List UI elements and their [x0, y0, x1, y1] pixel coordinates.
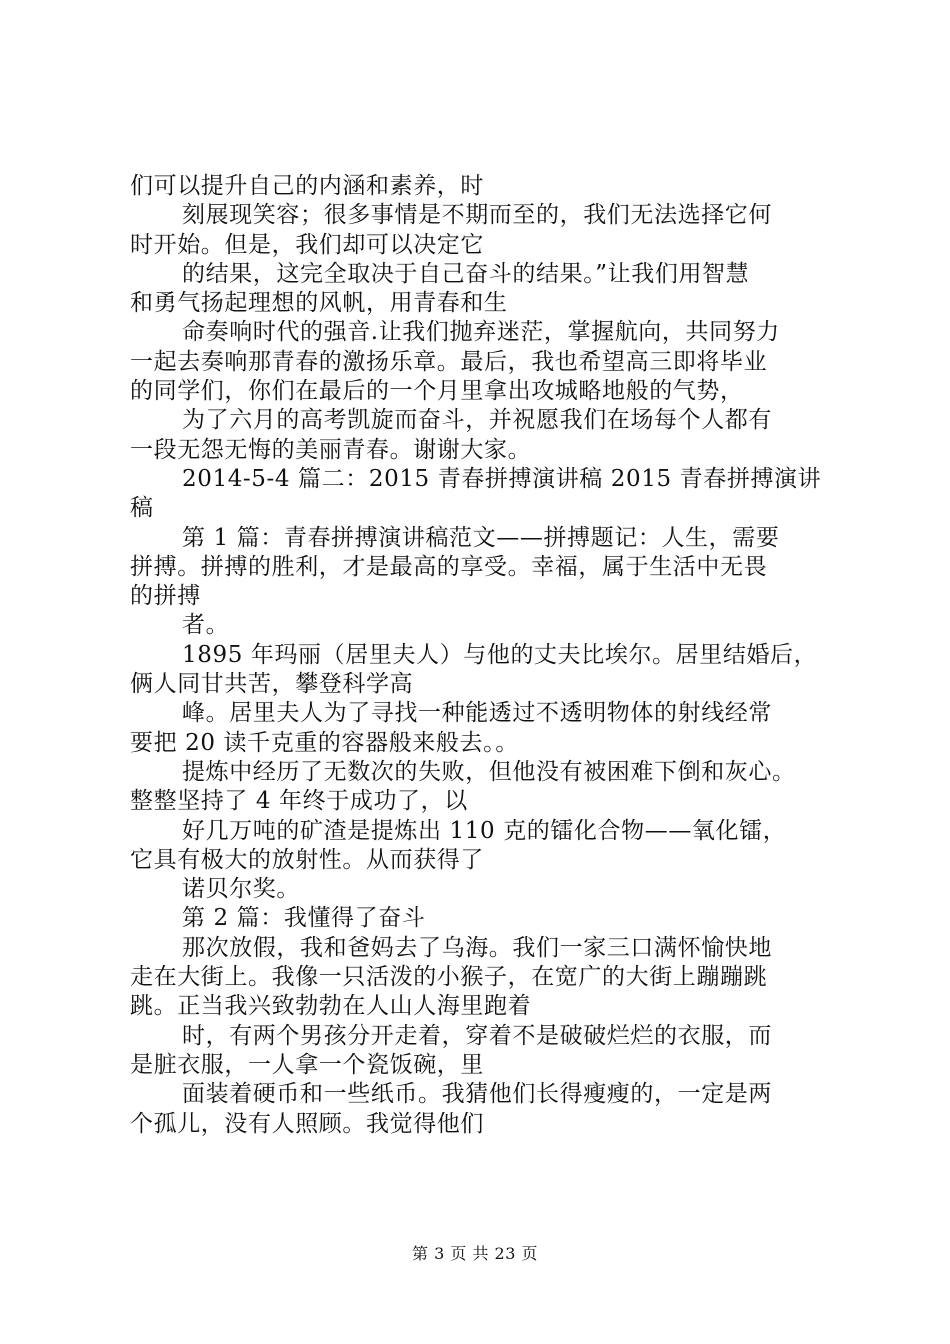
text-line: 整整坚持了 4 年终于成功了，以 — [130, 788, 468, 815]
text-line: 1895 年玛丽（居里夫人）与他的丈夫比埃尔。居里结婚后， — [182, 641, 818, 668]
text-line: 第 1 篇：青春拼搏演讲稿范文——拼搏题记：人生，需要 — [182, 524, 780, 551]
text-line: 面装着硬币和一些纸币。我猜他们长得瘦瘦的，一定是两 — [182, 1081, 772, 1108]
text-line: 俩人同甘共苦，攀登科学高 — [130, 671, 414, 698]
text-line: 们可以提升自己的内涵和素养，时 — [130, 173, 484, 199]
text-line: 诺贝尔奖。 — [182, 876, 300, 903]
text-line: 走在大街上。我像一只活泼的小猴子，在宽广的大街上蹦蹦跳 — [130, 964, 768, 991]
text-line: 跳。正当我兴致勃勃在人山人海里跑着 — [130, 993, 532, 1020]
text-line: 拼搏。拼搏的胜利，才是最高的享受。幸福，属于生活中无畏 — [130, 553, 768, 580]
page-footer: 第 3 页 共 23 页 — [412, 1244, 538, 1263]
text-line: 时，有两个男孩分开走着，穿着不是破破烂烂的衣服，而 — [182, 1022, 772, 1049]
text-line: 它具有极大的放射性。从而获得了 — [130, 846, 484, 873]
text-line: 2014-5-4 篇二：2015 青春拼搏演讲稿 2015 青春拼搏演讲 — [182, 465, 822, 492]
text-line: 第 2 篇：我懂得了奋斗 — [182, 905, 426, 932]
text-line: 和勇气扬起理想的风帆，用青春和生 — [130, 290, 508, 317]
text-line: 时开始。但是，我们却可以决定它 — [130, 231, 484, 258]
text-line: 好几万吨的矿渣是提炼出 110 克的镭化合物——氧化镭， — [182, 817, 787, 844]
text-line: 一段无怨无悔的美丽青春。谢谢大家。 — [130, 436, 532, 463]
text-line: 那次放假，我和爸妈去了乌海。我们一家三口满怀愉快地 — [182, 934, 772, 961]
text-line: 的同学们，你们在最后的一个月里拿出攻城略地般的气势， — [130, 378, 744, 405]
text-line: 为了六月的高考凯旋而奋斗，并祝愿我们在场每个人都有 — [182, 407, 772, 434]
text-line: 的结果，这完全取决于自己奋斗的结果。”让我们用智慧 — [182, 260, 750, 287]
text-line: 个孤儿，没有人照顾。我觉得他们 — [130, 1110, 484, 1137]
text-line: 刻展现笑容；很多事情是不期而至的，我们无法选择它何 — [182, 202, 772, 229]
text-line: 是脏衣服，一人拿一个瓷饭碗，里 — [130, 1051, 484, 1078]
text-line: 稿 — [130, 495, 154, 522]
text-line: 一起去奏响那青春的激扬乐章。最后，我也希望高三即将毕业 — [130, 348, 768, 375]
text-line: 者。 — [182, 612, 230, 639]
text-line: 命奏响时代的强音.让我们抛弃迷茫，掌握航向，共同努力 — [182, 319, 780, 346]
text-line: 峰。居里夫人为了寻找一种能透过不透明物体的射线经常 — [182, 700, 772, 727]
document-body — [130, 172, 835, 1139]
text-line: 要把 20 读千克重的容器般来般去。。 — [130, 729, 519, 756]
text-line: 提炼中经历了无数次的失败，但他没有被困难下倒和灰心。 — [182, 758, 796, 785]
text-line: 的拼搏 — [130, 583, 201, 610]
